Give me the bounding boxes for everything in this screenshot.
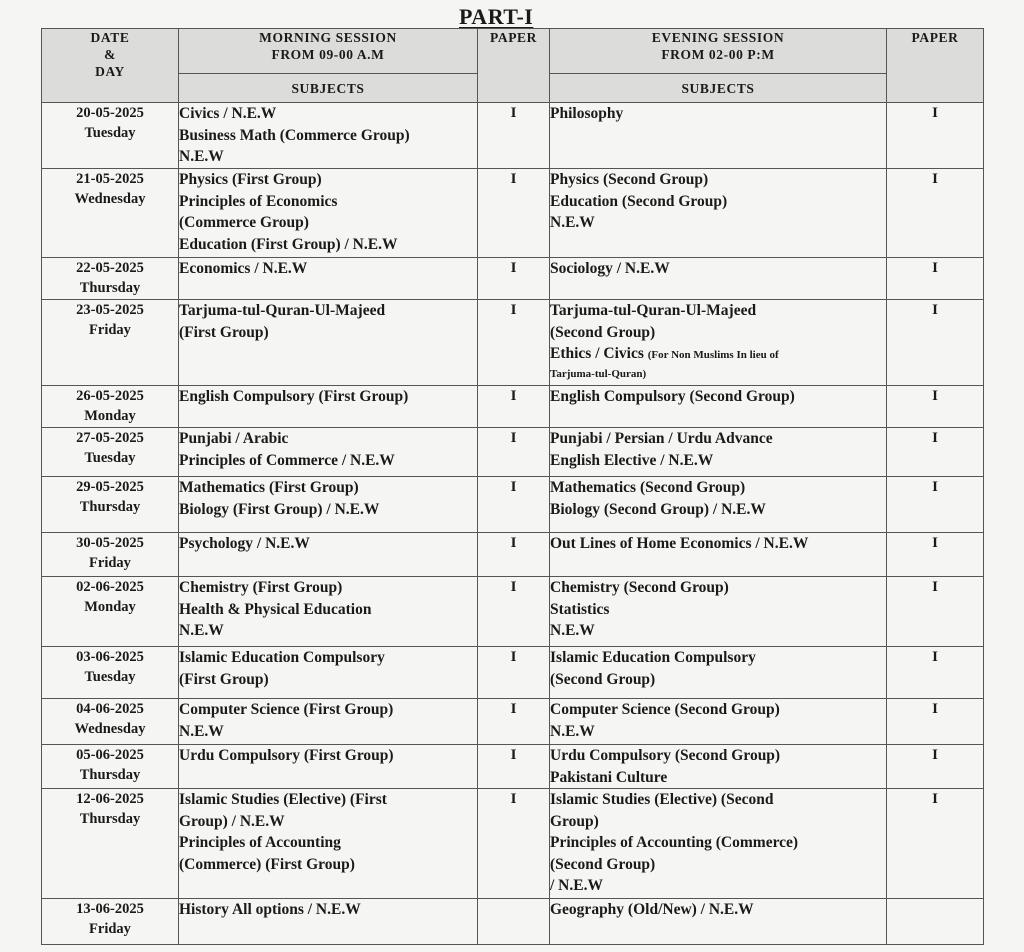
evening-subjects-cell <box>550 577 887 647</box>
exam-day: Tuesday <box>84 450 136 466</box>
morning-subjects-cell <box>179 386 478 428</box>
morning-paper-cell: I <box>478 533 550 577</box>
subject-line: N.E.W <box>550 214 595 231</box>
exam-date: 04-06-2025 <box>76 701 144 717</box>
morning-subjects-cell <box>179 300 478 386</box>
exam-date: 26-05-2025 <box>76 388 144 404</box>
evening-subjects-cell <box>550 103 887 169</box>
exam-date: 21-05-2025 <box>76 171 144 187</box>
schedule-row <box>42 745 984 789</box>
morning-paper-cell: I <box>478 258 550 300</box>
morning-subjects-cell <box>179 789 478 899</box>
exam-day: Thursday <box>79 767 141 783</box>
evening-paper-cell: I <box>887 745 984 789</box>
evening-subjects-cell <box>550 533 887 577</box>
exam-date: 22-05-2025 <box>76 260 144 276</box>
morning-subjects-cell <box>179 745 478 789</box>
morning-paper-cell: I <box>478 647 550 699</box>
subject-line: Urdu Compulsory (First Group) <box>179 747 394 764</box>
evening-paper-cell: I <box>887 789 984 899</box>
exam-date: 13-06-2025 <box>76 901 144 917</box>
evening-paper-cell: I <box>887 647 984 699</box>
exam-day: Tuesday <box>84 669 136 685</box>
evening-subjects-cell <box>550 386 887 428</box>
subject-line: Islamic Studies (Elective) (Second <box>550 791 774 808</box>
subject-line: Biology (Second Group) / N.E.W <box>550 500 766 518</box>
evening-paper-cell: I <box>887 258 984 300</box>
date-cell <box>42 745 179 789</box>
exam-day: Monday <box>84 599 136 615</box>
morning-subjects-cell <box>179 477 478 533</box>
date-cell <box>42 577 179 647</box>
subject-line: Physics (Second Group) <box>550 171 709 188</box>
header-evening-paper: PAPER <box>887 29 984 103</box>
evening-subjects-cell <box>550 428 887 477</box>
morning-paper-cell: I <box>478 789 550 899</box>
morning-subjects-cell <box>179 533 478 577</box>
date-cell <box>42 428 179 477</box>
morning-paper-cell: I <box>478 428 550 477</box>
exam-day: Friday <box>89 555 131 571</box>
subject-line: Statistics <box>550 600 610 618</box>
schedule-row <box>42 789 984 899</box>
subject-line: Tarjuma-tul-Quran-Ul-Majeed <box>179 302 386 319</box>
evening-paper-cell: I <box>887 428 984 477</box>
subject-line: Computer Science (First Group) <box>179 701 394 718</box>
subject-line: Punjabi / Persian / Urdu Advance <box>550 430 773 447</box>
evening-paper-cell <box>887 899 984 945</box>
morning-paper-cell: I <box>478 386 550 428</box>
subject-line: Psychology / N.E.W <box>179 535 310 552</box>
evening-paper-cell: I <box>887 103 984 169</box>
morning-subjects-cell <box>179 169 478 258</box>
subject-line: Tarjuma-tul-Quran-Ul-Majeed <box>550 302 757 319</box>
exam-day: Thursday <box>79 499 141 515</box>
subject-line: English Compulsory (Second Group) <box>550 388 795 405</box>
schedule-row <box>42 169 984 258</box>
date-cell <box>42 477 179 533</box>
subject-line: Physics (First Group) <box>179 171 322 188</box>
morning-paper-cell <box>478 899 550 945</box>
exam-date: 05-06-2025 <box>76 747 144 763</box>
subject-line: N.E.W <box>179 722 224 740</box>
subject-line: Philosophy <box>550 105 624 122</box>
exam-date: 20-05-2025 <box>76 105 144 121</box>
date-cell <box>42 533 179 577</box>
morning-subjects-cell <box>179 103 478 169</box>
evening-paper-cell: I <box>887 533 984 577</box>
subject-line: Business Math (Commerce Group) <box>179 126 410 144</box>
evening-paper-cell: I <box>887 300 984 386</box>
subject-line: Economics / N.E.W <box>179 260 308 277</box>
subject-line: Mathematics (First Group) <box>179 479 359 496</box>
exam-date: 23-05-2025 <box>76 302 144 318</box>
subject-line: Geography (Old/New) / N.E.W <box>550 901 754 918</box>
date-cell <box>42 699 179 745</box>
evening-subjects-cell <box>550 169 887 258</box>
subject-line: Group) / N.E.W <box>179 812 285 830</box>
subject-note: (For Non Muslims In lieu of <box>647 349 779 361</box>
subject-line: Islamic Studies (Elective) (First <box>179 791 387 808</box>
subject-line: N.E.W <box>179 148 224 165</box>
subject-line: Education (Second Group) <box>550 192 728 210</box>
subject-line: Islamic Education Compulsory <box>550 649 756 666</box>
schedule-row <box>42 386 984 428</box>
subject-line: (Commerce) (First Group) <box>179 855 355 873</box>
morning-subjects-cell <box>179 647 478 699</box>
evening-subjects-cell <box>550 789 887 899</box>
schedule-row <box>42 300 984 386</box>
subject-line: Principles of Accounting (Commerce) <box>550 834 799 851</box>
subject-line <box>550 343 886 367</box>
subject-line: (Second Group) <box>550 670 656 688</box>
morning-paper-cell: I <box>478 169 550 258</box>
exam-date: 02-06-2025 <box>76 579 144 595</box>
subject-line: N.E.W <box>550 722 595 740</box>
morning-paper-cell: I <box>478 699 550 745</box>
subject-line: Health & Physical Education <box>179 600 372 618</box>
morning-subjects-cell <box>179 899 478 945</box>
date-cell <box>42 103 179 169</box>
exam-day: Friday <box>89 921 131 937</box>
subject-line: (Second Group) <box>550 855 656 873</box>
schedule-row <box>42 258 984 300</box>
evening-subjects-cell <box>550 699 887 745</box>
date-cell <box>42 258 179 300</box>
subject-line: History All options / N.E.W <box>179 901 361 918</box>
subject-line: Civics / N.E.W <box>179 105 277 122</box>
subject-note: Tarjuma-tul-Quran) <box>550 367 647 380</box>
evening-paper-cell: I <box>887 699 984 745</box>
date-cell <box>42 789 179 899</box>
exam-day: Monday <box>84 408 136 424</box>
subject-line: (Commerce Group) <box>179 214 309 231</box>
morning-subjects-cell <box>179 258 478 300</box>
morning-paper-cell: I <box>478 300 550 386</box>
header-evening-subjects: SUBJECTS <box>550 74 887 103</box>
exam-day: Tuesday <box>84 125 136 141</box>
date-cell <box>42 647 179 699</box>
subject-line: Punjabi / Arabic <box>179 430 289 447</box>
schedule-row <box>42 428 984 477</box>
subject-line: Principles of Commerce / N.E.W <box>179 451 395 469</box>
schedule-row <box>42 699 984 745</box>
subject-line: Education (First Group) / N.E.W <box>179 235 398 253</box>
subject-line: Urdu Compulsory (Second Group) <box>550 747 781 764</box>
date-cell <box>42 386 179 428</box>
exam-date: 30-05-2025 <box>76 535 144 551</box>
evening-subjects-cell <box>550 477 887 533</box>
exam-date: 29-05-2025 <box>76 479 144 495</box>
header-morning-paper: PAPER <box>478 29 550 103</box>
evening-paper-cell: I <box>887 169 984 258</box>
subject-line: English Elective / N.E.W <box>550 451 714 469</box>
subject-line: English Compulsory (First Group) <box>179 388 409 405</box>
header-morning-session: MORNING SESSION FROM 09-00 A.M <box>179 29 478 74</box>
exam-schedule-table <box>41 28 984 945</box>
subject-line: Computer Science (Second Group) <box>550 701 780 718</box>
header-morning-subjects: SUBJECTS <box>179 74 478 103</box>
evening-subjects-cell <box>550 258 887 300</box>
subject-line: N.E.W <box>550 622 595 639</box>
subject-line: N.E.W <box>179 622 224 639</box>
subject-line: Principles of Accounting <box>179 834 341 851</box>
subject-line: Sociology / N.E.W <box>550 260 670 277</box>
morning-paper-cell: I <box>478 577 550 647</box>
subject-line: Chemistry (First Group) <box>179 579 343 596</box>
exam-day: Wednesday <box>74 191 146 207</box>
evening-paper-cell: I <box>887 477 984 533</box>
morning-subjects-cell <box>179 577 478 647</box>
evening-paper-cell: I <box>887 386 984 428</box>
morning-paper-cell: I <box>478 477 550 533</box>
exam-date: 12-06-2025 <box>76 791 144 807</box>
exam-date: 27-05-2025 <box>76 430 144 446</box>
subject-line: (Second Group) <box>550 323 656 341</box>
morning-subjects-cell <box>179 699 478 745</box>
subject-line: / N.E.W <box>550 877 603 894</box>
morning-paper-cell: I <box>478 745 550 789</box>
evening-subjects-cell <box>550 300 887 386</box>
subject-line: (First Group) <box>179 323 269 341</box>
schedule-row <box>42 647 984 699</box>
schedule-row <box>42 103 984 169</box>
header-date-day: DATE & DAY <box>42 29 179 103</box>
evening-subjects-cell <box>550 647 887 699</box>
exam-day: Thursday <box>79 280 141 296</box>
exam-day: Friday <box>89 322 131 338</box>
exam-date: 03-06-2025 <box>76 649 144 665</box>
date-cell <box>42 169 179 258</box>
exam-day: Thursday <box>79 811 141 827</box>
date-cell <box>42 899 179 945</box>
evening-subjects-cell <box>550 899 887 945</box>
morning-subjects-cell <box>179 428 478 477</box>
header-evening-session: EVENING SESSION FROM 02-00 P:M <box>550 29 887 74</box>
evening-paper-cell: I <box>887 577 984 647</box>
exam-day: Wednesday <box>74 721 146 737</box>
schedule-row <box>42 577 984 647</box>
subject-line: Chemistry (Second Group) <box>550 579 729 596</box>
evening-subjects-cell <box>550 745 887 789</box>
subject-line: Principles of Economics <box>179 192 338 210</box>
subject-main: Ethics / Civics <box>550 345 644 362</box>
subject-line: (First Group) <box>179 670 269 688</box>
subject-line: Islamic Education Compulsory <box>179 649 385 666</box>
subject-line: Group) <box>550 812 599 830</box>
subject-line: Pakistani Culture <box>550 768 668 786</box>
morning-paper-cell: I <box>478 103 550 169</box>
subject-line: Biology (First Group) / N.E.W <box>179 500 380 518</box>
date-cell <box>42 300 179 386</box>
schedule-row <box>42 477 984 533</box>
subject-line: Out Lines of Home Economics / N.E.W <box>550 535 809 552</box>
subject-line: Mathematics (Second Group) <box>550 479 746 496</box>
schedule-row <box>42 533 984 577</box>
page-title: PART-I <box>459 4 534 29</box>
schedule-row <box>42 899 984 945</box>
